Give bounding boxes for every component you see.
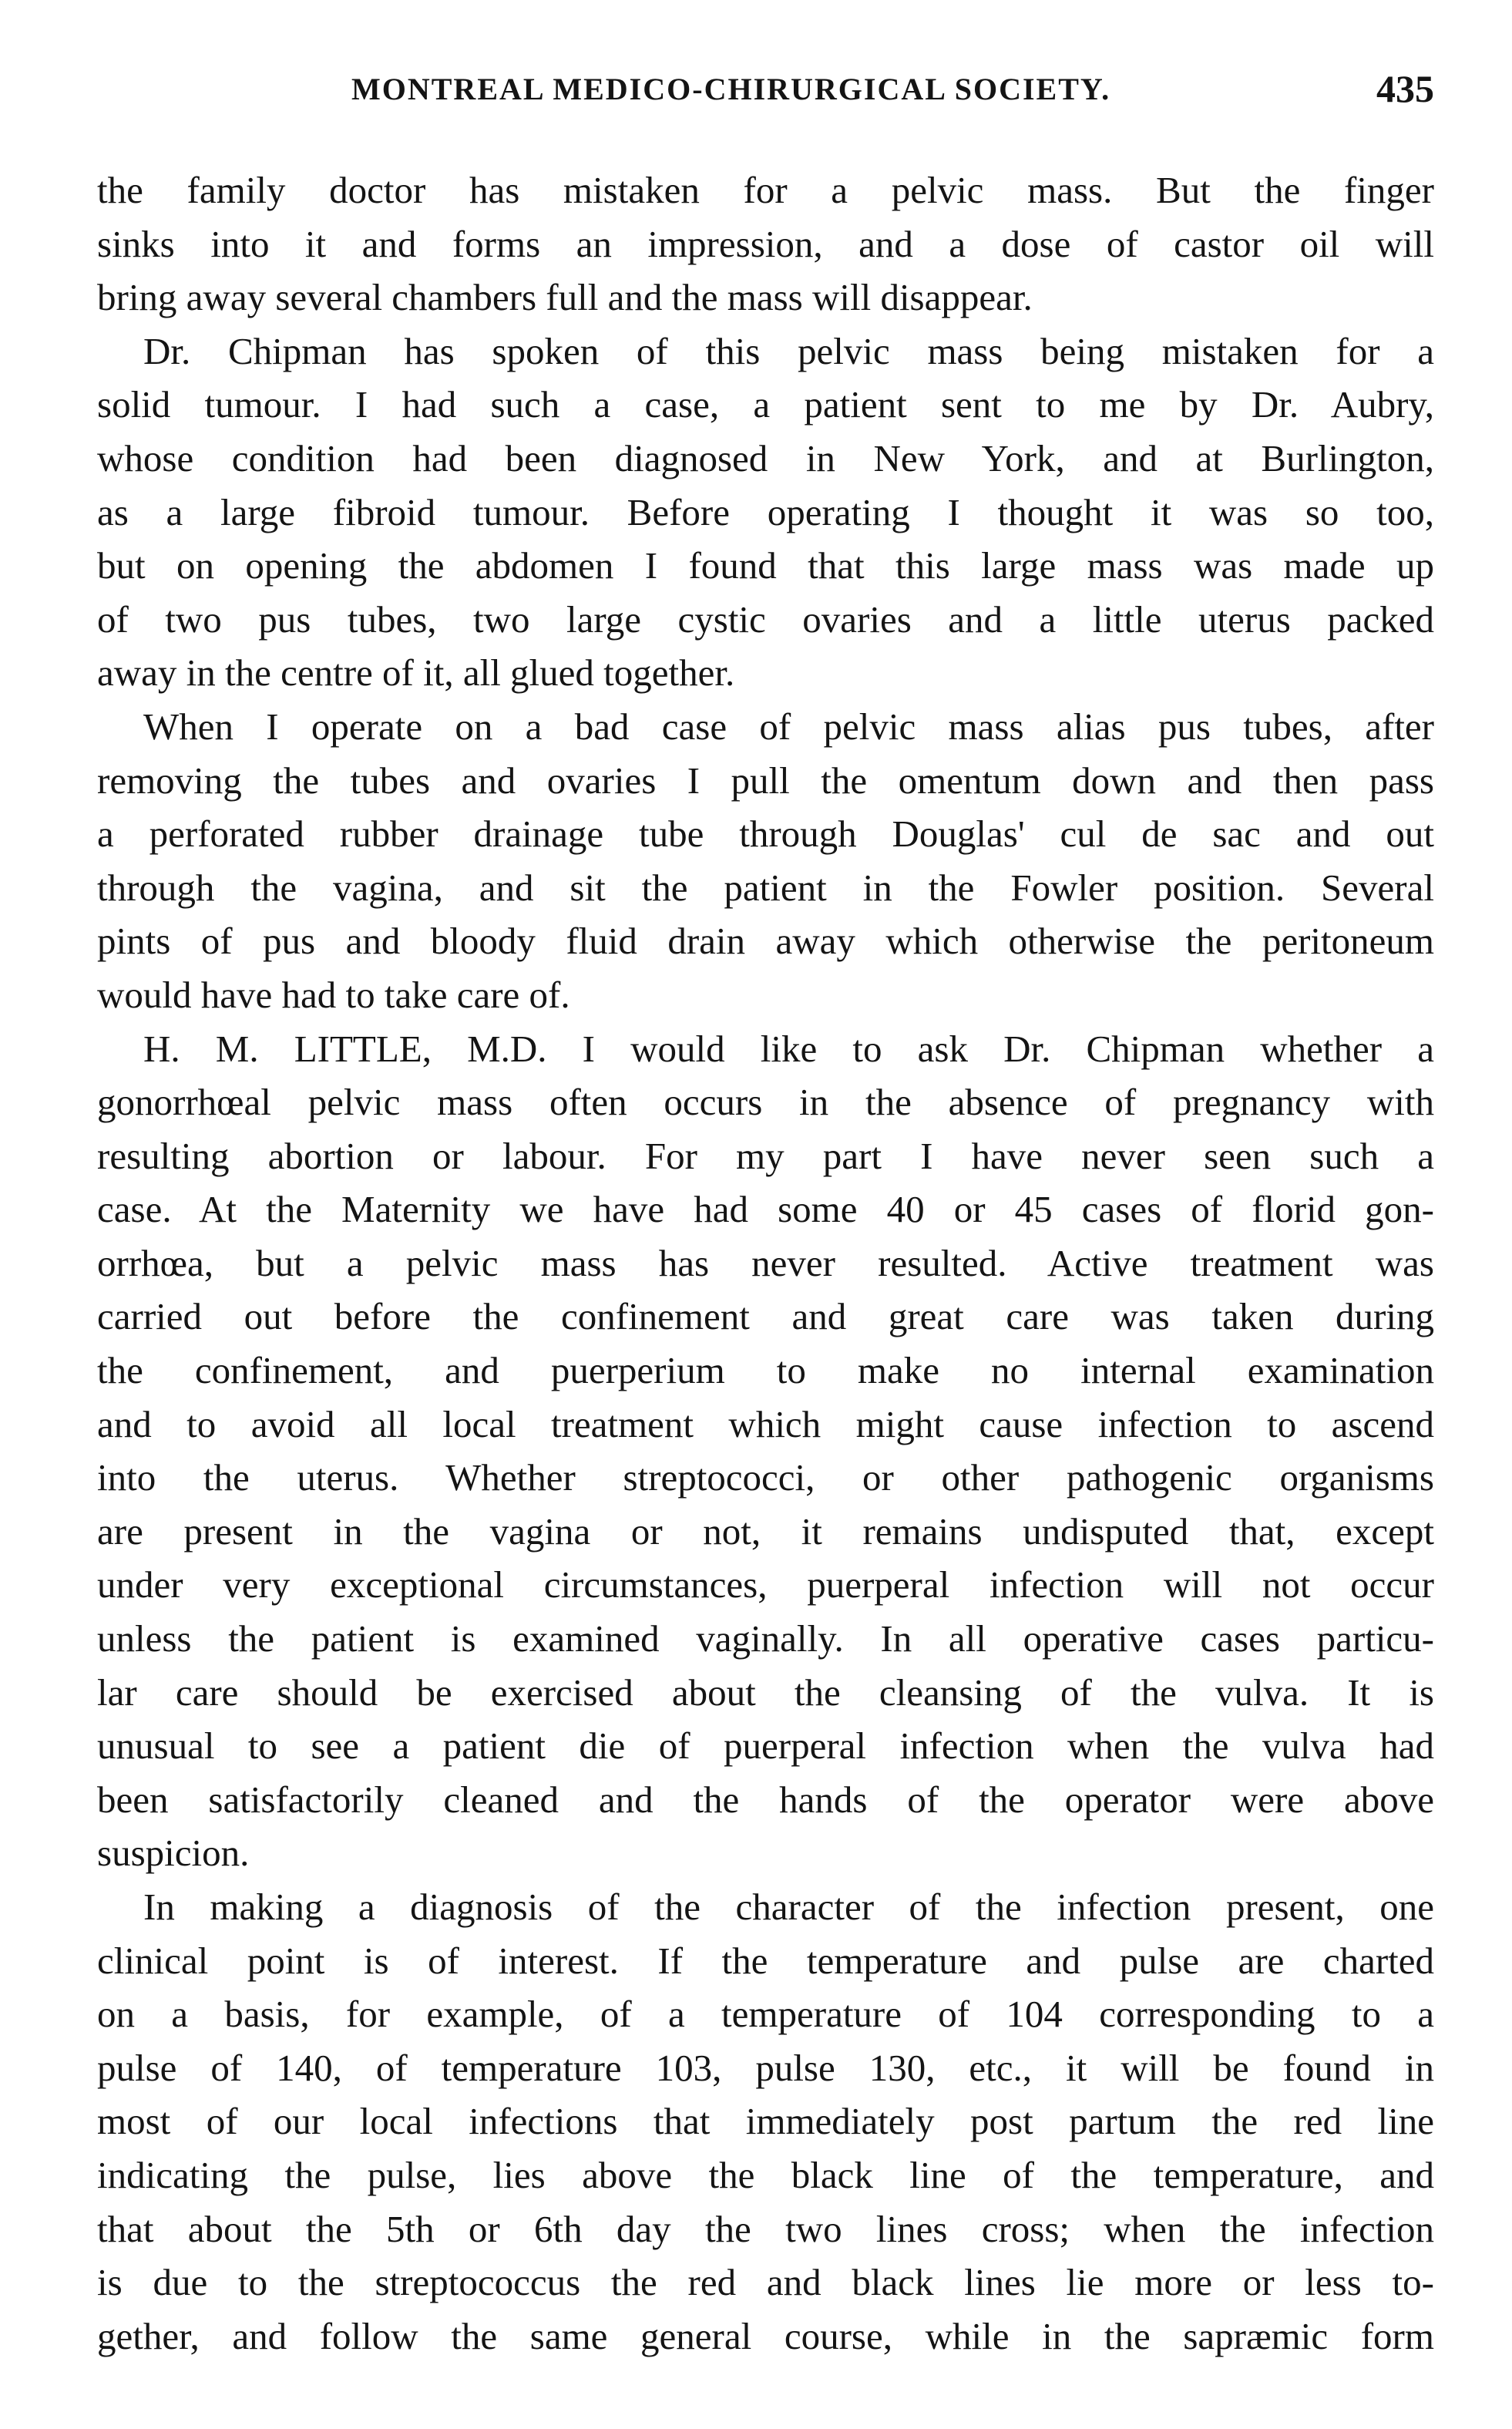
text-line: unless the patient is examined vaginally. In all operative cases particu- (97, 1617, 1434, 1660)
text-line: but on opening the abdomen I found that this large mass was made up (97, 544, 1434, 587)
page-number: 435 (1376, 67, 1434, 110)
text-line: the confinement, and puerperium to make no internal examination (97, 1349, 1434, 1392)
running-title: MONTREAL MEDICO-CHIRURGICAL SOCIETY. (351, 72, 1111, 106)
page-header (97, 67, 1434, 117)
text-line: are present in the vagina or not, it remains undisputed that, except (97, 1509, 1434, 1553)
text-line: clinical point is of interest. If the temperature and pulse are charted (97, 1939, 1434, 1982)
text-line: carried out before the confinement and great care was taken during (97, 1295, 1434, 1338)
text-line: suspicion. (97, 1832, 250, 1875)
text-line: been satisfactorily cleaned and the hands of the operator were above (97, 1778, 1434, 1821)
text-line: through the vagina, and sit the patient in the Fowler position. Several (97, 866, 1434, 909)
text-line: is due to the streptococcus the red and black lines lie more or less to- (97, 2261, 1434, 2304)
text-line: under very exceptional circumstances, puerperal infection will not occur (97, 1563, 1434, 1606)
speaker-line: H. M. LITTLE, M.D. I would like to ask Dr. Chipman whether a (143, 1027, 1434, 1070)
text-line: sinks into it and forms an impression, and a dose of castor oil will (97, 222, 1434, 265)
text-line: away in the centre of it, all glued together. (97, 651, 735, 695)
text-line: solid tumour. I had such a case, a patient sent to me by Dr. Aubry, (97, 383, 1434, 426)
text-line: as a large fibroid tumour. Before operating I thought it was so too, (97, 490, 1434, 533)
text-line: orrhœa, but a pelvic mass has never resulted. Active treatment was (97, 1241, 1434, 1284)
body-text (97, 163, 1434, 2363)
text-line: pints of pus and bloody fluid drain away which otherwise the peritoneum (97, 920, 1434, 963)
text-line: resulting abortion or labour. For my part I have never seen such a (97, 1134, 1434, 1177)
text-line: removing the tubes and ovaries I pull the omentum down and then pass (97, 759, 1434, 802)
text-line: case. At the Maternity we have had some 40 or 45 cases of florid gon- (97, 1188, 1434, 1231)
text-line: of two pus tubes, two large cystic ovaries and a little uterus packed (97, 597, 1434, 641)
text-line: lar care should be exercised about the cleansing of the vulva. It is (97, 1670, 1434, 1714)
text-line: unusual to see a patient die of puerperal infection when the vulva had (97, 1724, 1434, 1768)
text-line: In making a diagnosis of the character of the infection present, one (143, 1886, 1434, 1928)
text-line: bring away several chambers full and the mass will disappear. (97, 276, 1033, 319)
text-line: that about the 5th or 6th day the two lines cross; when the infection (97, 2207, 1434, 2250)
text-line: would have had to take care of. (97, 973, 570, 1016)
text-line: gether, and follow the same general course, while in the sapræmic form (97, 2314, 1434, 2357)
text-line: Dr. Chipman has spoken of this pelvic mass being mistaken for a (143, 329, 1434, 372)
text-line: most of our local infections that immediately post partum the red line (97, 2100, 1434, 2143)
text-line: pulse of 140, of temperature 103, pulse 130, etc., it will be found in (97, 2046, 1434, 2089)
text-line: the family doctor has mistaken for a pelvic mass. But the finger (97, 169, 1434, 211)
text-line: into the uterus. Whether streptococci, or other pathogenic organisms (97, 1456, 1434, 1499)
text-line: gonorrhœal pelvic mass often occurs in the absence of pregnancy with (97, 1081, 1434, 1124)
text-line: on a basis, for example, of a temperature of 104 corresponding to a (97, 1993, 1434, 2036)
text-line: When I operate on a bad case of pelvic mass alias pus tubes, after (143, 705, 1434, 748)
text-line: and to avoid all local treatment which might cause infection to ascend (97, 1402, 1434, 1445)
text-line: a perforated rubber drainage tube through Douglas' cul de sac and out (97, 812, 1434, 856)
text-line: indicating the pulse, lies above the black line of the temperature, and (97, 2153, 1434, 2196)
text-line: whose condition had been diagnosed in New York, and at Burlington, (97, 436, 1434, 479)
